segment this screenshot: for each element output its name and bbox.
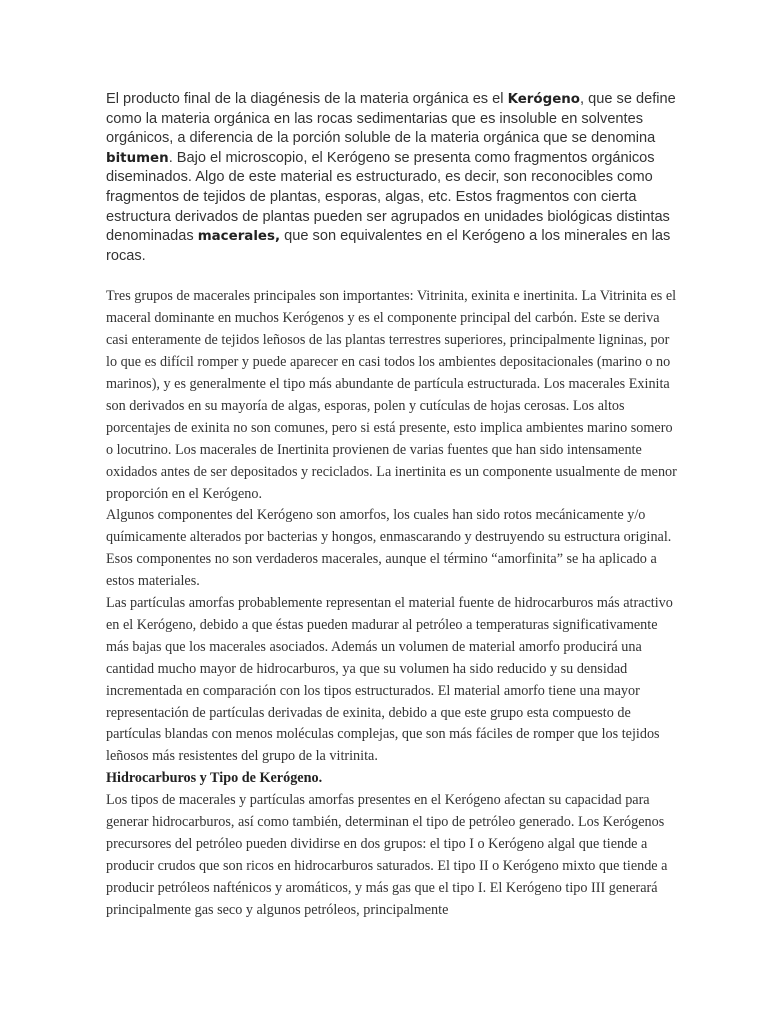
intro-paragraph xyxy=(106,90,680,266)
term-kerogeno: Kerógeno xyxy=(507,92,581,107)
intro-text-1: El producto final de la diagénesis de la materia orgánica es el xyxy=(106,91,508,107)
amorfos-paragraph: Algunos componentes del Kerógeno son amorfos, los cuales han sido rotos mecánicamente y/o químicamente alterados por bacterias y hongos, enmascarando y destruyendo su estructura original. Esos componentes no son verdaderos macerales, aunque el término “amorfinita” se ha aplicado a estos materiales. xyxy=(106,507,672,590)
term-macerales: macerales, xyxy=(197,229,281,245)
intro-text-4: que son equivalentes en el Kerógeno a los minerales en las rocas. xyxy=(106,228,671,264)
tipos-paragraph: Los tipos de macerales y partículas amorfas presentes en el Kerógeno afectan su capacidad para generar hidrocarburos, así como también, determinan el tipo de petróleo generado. Los Kerógenos precursores del petróleo pueden dividirse en dos grupos: el tipo I o Kerógeno algal que tiende a producir crudos que son ricos en hidrocarburos saturados. El tipo II o Kerógeno mixto que tiende a producir petróleos nafténicos y aromáticos, y más gas que el tipo I. El Kerógeno tipo III generará principalmente gas seco y algunos petróleos, principalmente xyxy=(106,792,668,918)
document-page xyxy=(106,90,680,922)
intro-text-2: , que se define como la materia orgánica en las rocas sedimentarias que es insoluble en solventes orgánicos, a diferencia de la porción soluble de la materia orgánica que se denomina xyxy=(106,91,676,147)
macerales-paragraph: Tres grupos de macerales principales son importantes: Vitrinita, exinita e inertinita. La Vitrinita es el maceral dominante en muchos Kerógenos y es el componente principal del carbón. Este se deriva casi enteramente de tejidos leñosos de las plantas terrestres superiores, principalmente ligninas, por lo que es difícil romper y puede aparecer en casi todos los ambientes depositacionales (marino o no marinos), y es generalmente el tipo más abundante de partícula estructurada. Los macerales Exinita son derivados en su mayoría de algas, esporas, polen y cutículas de hojas cerosas. Los altos porcentajes de exinita no son comunes, pero si está presente, esto implica ambientes marino somero o locutrino. Los macerales de Inertinita provienen de varias fuentes que han sido intensamente oxidados antes de ser depositados y reciclados. La inertinita es un componente usualmente de menor proporción en el Kerógeno. xyxy=(106,288,677,502)
particulas-paragraph: Las partículas amorfas probablemente representan el material fuente de hidrocarburos más atractivo en el Kerógeno, debido a que éstas pueden madurar al petróleo a temperaturas significativamente más bajas que los macerales asociados. Además un volumen de material amorfo producirá una cantidad mucho mayor de hidrocarburos, ya que su volumen ha sido reducido y su densidad incrementada en comparación con los tipos estructurados. El material amorfo tiene una mayor representación de partículas derivadas de exinita, debido a que este grupo esta compuesto de partículas blandas con menos moléculas complejas, que son más fáciles de romper que los tejidos leñosos más resistentes del grupo de la vitrinita. xyxy=(106,595,673,765)
body-text xyxy=(106,286,680,921)
section-heading: Hidrocarburos y Tipo de Kerógeno. xyxy=(106,770,323,787)
term-bitumen: bitumen xyxy=(106,150,169,166)
intro-text-3: . Bajo el microscopio, el Kerógeno se presenta como fragmentos orgánicos diseminados. Algo de este material es estructurado, es decir, son reconocibles como fragmentos de tejidos de plantas, esporas, algas, etc. Estos fragmentos con cierta estructura derivados de plantas pueden ser agrupados en unidades biológicas distintas denominadas xyxy=(106,149,670,245)
